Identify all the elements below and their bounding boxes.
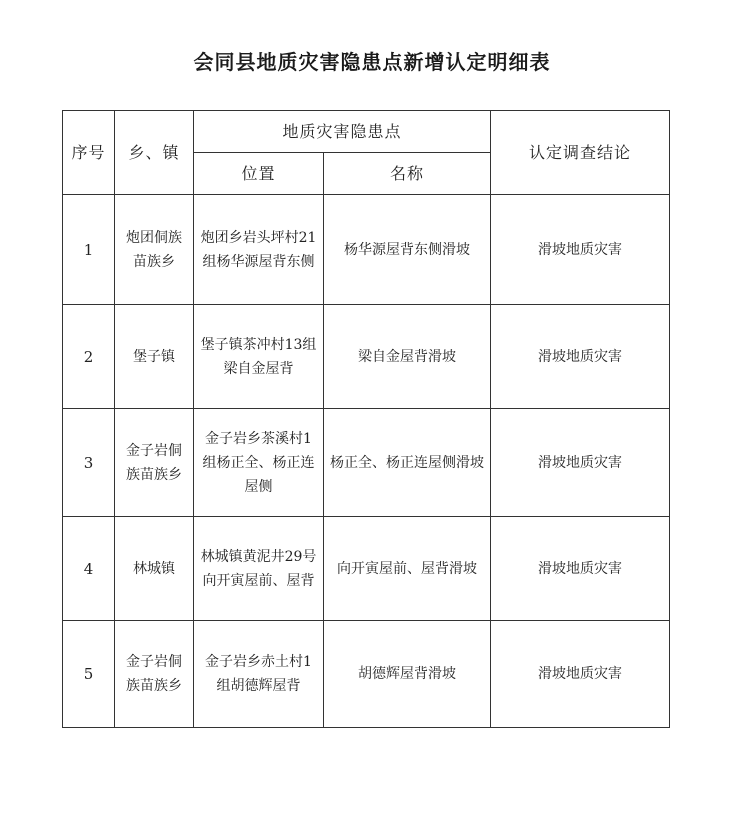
location-cell: 堡子镇茶冲村13组梁自金屋背 [194,305,324,409]
serial-cell: 3 [63,409,115,517]
township-cell: 林城镇 [115,517,194,621]
conclusion-cell: 滑坡地质灾害 [491,409,670,517]
hazard-name-cell: 梁自金屋背滑坡 [324,305,491,409]
location-cell: 林城镇黄泥井29号向开寅屋前、屋背 [194,517,324,621]
location-cell: 金子岩乡茶溪村1组杨正全、杨正连屋侧 [194,409,324,517]
conclusion-cell: 滑坡地质灾害 [491,621,670,728]
serial-cell: 1 [63,195,115,305]
hazard-name-cell: 杨华源屋背东侧滑坡 [324,195,491,305]
header-location: 位置 [194,153,324,195]
header-serial: 序号 [63,111,115,195]
township-cell: 金子岩侗族苗族乡 [115,621,194,728]
table-row [63,305,670,409]
conclusion-cell: 滑坡地质灾害 [491,305,670,409]
serial-cell: 5 [63,621,115,728]
table-row [63,517,670,621]
table-row [63,409,670,517]
hazard-name-cell: 向开寅屋前、屋背滑坡 [324,517,491,621]
serial-cell: 2 [63,305,115,409]
table-row [63,195,670,305]
conclusion-cell: 滑坡地质灾害 [491,195,670,305]
hazard-table [62,110,670,728]
serial-cell: 4 [63,517,115,621]
header-name: 名称 [324,153,491,195]
header-hazard-group: 地质灾害隐患点 [194,111,491,153]
township-cell: 堡子镇 [115,305,194,409]
header-township: 乡、镇 [115,111,194,195]
header-conclusion: 认定调查结论 [491,111,670,195]
conclusion-cell: 滑坡地质灾害 [491,517,670,621]
page-title: 会同县地质灾害隐患点新增认定明细表 [193,50,551,74]
location-cell: 炮团乡岩头坪村21组杨华源屋背东侧 [194,195,324,305]
location-cell: 金子岩乡赤土村1组胡德辉屋背 [194,621,324,728]
township-cell: 炮团侗族苗族乡 [115,195,194,305]
table-row [63,621,670,728]
township-cell: 金子岩侗族苗族乡 [115,409,194,517]
hazard-name-cell: 胡德辉屋背滑坡 [324,621,491,728]
hazard-name-cell: 杨正全、杨正连屋侧滑坡 [324,409,491,517]
